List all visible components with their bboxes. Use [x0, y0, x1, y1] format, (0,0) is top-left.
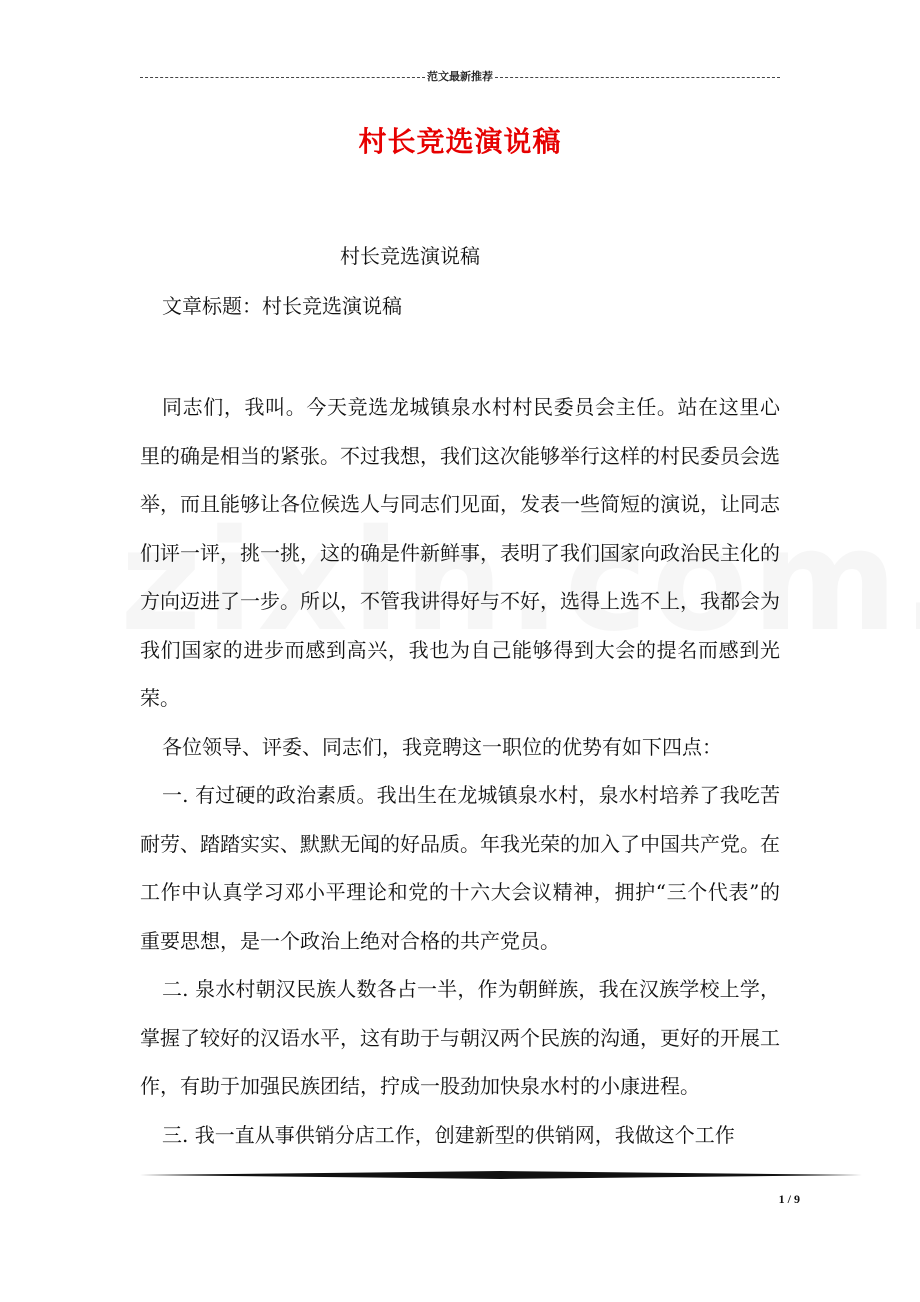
paragraph: 各位领导、评委、同志们，我竞聘这一职位的优势有如下四点： — [162, 734, 722, 759]
header-banner-label: 范文最新推荐 — [427, 70, 493, 83]
footer-divider — [140, 1170, 862, 1180]
article-title-label: 文章标题：村长竞选演说稿 — [162, 294, 402, 318]
page-number: 1 / 9 — [778, 1192, 800, 1206]
header-banner — [140, 70, 780, 84]
paragraph: 一. 有过硬的政治素质。我出生在龙城镇泉水村，泉水村培养了我吃苦耐劳、踏踏实实、默默无闻的好品质。年我光荣的加入了中国共产党。在工作中认真学习邓小平理论和党的十六大会议精神，拥护“三个代表”的重要思想，是一个政治上绝对合格的共产党员。 — [140, 783, 780, 953]
header-dash-left — [140, 77, 425, 78]
document-subtitle: 村长竞选演说稿 — [340, 244, 480, 268]
header-dash-right — [495, 77, 780, 78]
document-title: 村长竞选演说稿 — [358, 125, 562, 158]
document-body — [140, 383, 780, 1159]
paragraph: 同志们，我叫。今天竞选龙城镇泉水村村民委员会主任。站在这里心里的确是相当的紧张。不过我想，我们这次能够举行这样的村民委员会选举，而且能够让各位候选人与同志们见面，发表一些简短的演说，让同志们评一评，挑一挑，这的确是件新鲜事，表明了我们国家向政治民主化的方向迈进了一步。所以，不管我讲得好与不好，选得上选不上，我都会为我们国家的进步而感到高兴，我也为自己能够得到大会的提名而感到光荣。 — [140, 395, 780, 710]
paragraph: 二. 泉水村朝汉民族人数各占一半，作为朝鲜族，我在汉族学校上学，掌握了较好的汉语水平，这有助于与朝汉两个民族的沟通，更好的开展工作，有助于加强民族团结，拧成一股劲加快泉水村的小康进程。 — [140, 977, 780, 1098]
paragraph: 三. 我一直从事供销分店工作，创建新型的供销网，我做这个工作 — [162, 1122, 735, 1147]
